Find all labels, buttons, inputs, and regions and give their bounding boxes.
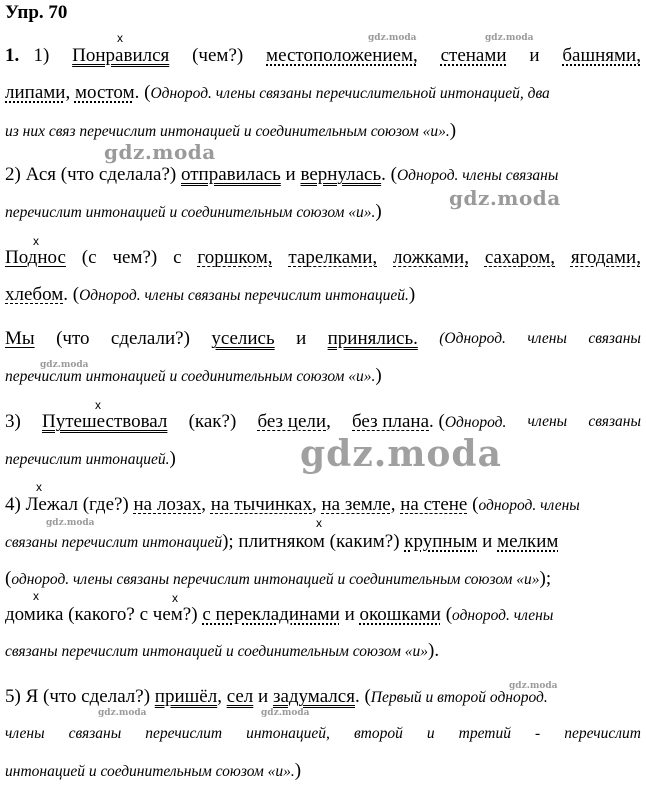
text-segment: отправилась: [180, 164, 281, 185]
watermark: gdz.moda: [40, 360, 89, 370]
text-segment: перечислит интонацией и соединительным союзом «и».: [5, 204, 376, 221]
text-segment: Однород.: [444, 414, 507, 431]
text-line: [5, 247, 641, 269]
subject-mark: x: [95, 398, 101, 412]
text-segment: (что: [56, 328, 90, 349]
watermark: gdz.moda: [368, 33, 417, 43]
text-line: [5, 494, 580, 517]
watermark: gdz.moda: [98, 708, 147, 718]
text-segment: из них связ перечислит интонацией и соединительным союзом «и».: [5, 123, 450, 140]
watermark: gdz.moda: [104, 140, 216, 164]
text-segment: перечислит интонацией.: [5, 451, 170, 468]
text-line: [5, 365, 382, 388]
watermark: gdz.moda: [261, 708, 310, 718]
text-segment: (: [5, 568, 12, 589]
text-segment: липами: [5, 82, 66, 103]
text-segment: 3): [5, 411, 21, 432]
text-segment: на земле: [321, 494, 391, 515]
text-segment: ,: [312, 494, 322, 515]
text-segment: ,: [201, 494, 211, 515]
text-segment: Понравился: [72, 45, 170, 66]
text-line: [5, 82, 550, 105]
text-segment: однород. члены: [478, 497, 580, 514]
subject-mark: x: [172, 591, 178, 605]
text-segment: однород. члены: [452, 607, 554, 624]
text-segment: Мы: [5, 328, 35, 349]
text-line: [5, 640, 439, 663]
text-segment: интонацией,: [246, 725, 330, 742]
text-segment: 5) Я (что сделал?): [5, 686, 155, 707]
text-segment: с перекладинами: [202, 604, 340, 625]
text-line: [5, 284, 415, 307]
text-segment: );: [539, 568, 552, 589]
text-segment: Путешествовал: [42, 411, 168, 432]
text-segment: стенами: [440, 45, 507, 66]
subject-mark: x: [33, 234, 39, 248]
text-segment: . (: [134, 82, 151, 103]
text-segment: с: [173, 247, 182, 268]
text-segment: башнями,: [562, 45, 641, 66]
text-segment: вернулась: [300, 164, 382, 185]
subject-mark: x: [316, 516, 322, 530]
text-segment: ): [449, 120, 457, 141]
text-segment: 1.: [5, 45, 20, 66]
text-segment: члены: [5, 725, 45, 742]
watermark: gdz.moda: [449, 186, 561, 210]
text-segment: Однород. члены связаны перечислит интонацией.: [79, 287, 409, 304]
text-line: [5, 448, 176, 471]
text-segment: без цели: [257, 411, 327, 432]
text-segment: члены: [527, 330, 567, 347]
text-segment: ,: [65, 82, 75, 103]
text-segment: на стене: [400, 494, 468, 515]
text-segment: домика (какого? с чем?): [5, 604, 203, 625]
text-segment: ): [375, 201, 382, 222]
text-segment: сделали?): [110, 328, 190, 349]
text-line: [5, 411, 641, 434]
text-segment: . (: [63, 284, 80, 305]
text-segment: второй: [353, 725, 403, 742]
text-segment: и: [426, 725, 435, 742]
subject-mark: x: [33, 589, 39, 603]
text-line: [5, 531, 558, 554]
watermark: gdz.moda: [509, 681, 558, 691]
text-segment: ).: [428, 640, 440, 661]
text-segment: ); плитняком (каким?): [222, 531, 405, 552]
text-segment: . (: [354, 686, 371, 707]
text-segment: ягодами,: [570, 247, 641, 268]
text-segment: и: [296, 328, 307, 349]
text-segment: (: [440, 604, 453, 625]
watermark: gdz.moda: [46, 518, 95, 528]
text-segment: перечислит интонацией и соединительным союзом «и».: [5, 368, 376, 385]
text-line: [5, 760, 301, 783]
text-segment: однород. члены связаны перечислит интонацией и соединительным союзом «и»: [11, 571, 540, 588]
text-segment: уселись: [211, 328, 275, 349]
text-segment: сахаром,: [484, 247, 556, 268]
text-segment: Однород. члены связаны перечислительной интонацией, два: [150, 85, 550, 102]
text-segment: и: [339, 604, 360, 625]
text-segment: крупным: [404, 531, 478, 552]
text-segment: ): [375, 365, 382, 386]
text-segment: хлебом: [5, 284, 64, 305]
text-segment: (чем?): [192, 45, 244, 66]
text-segment: 2) Ася (что сделала?): [5, 164, 181, 185]
text-segment: окошками: [359, 604, 441, 625]
subject-mark: x: [117, 31, 123, 45]
text-segment: Первый и второй однород.: [370, 689, 548, 706]
text-segment: Поднос: [5, 247, 66, 268]
text-segment: горшком,: [197, 247, 273, 268]
text-segment: мелким: [497, 531, 559, 552]
text-segment: ,: [217, 686, 227, 707]
exercise-title: Упр. 70: [5, 2, 68, 23]
text-line: [5, 328, 641, 350]
text-segment: . (: [381, 164, 397, 185]
text-segment: третий: [458, 725, 511, 742]
text-line: [5, 686, 548, 709]
text-segment: на тычинках: [210, 494, 312, 515]
text-segment: члены: [527, 413, 568, 430]
text-segment: задумался: [272, 686, 355, 707]
text-segment: мостом: [74, 82, 135, 103]
text-segment: ,: [326, 411, 331, 432]
text-segment: перечислит: [564, 725, 641, 742]
watermark: gdz.moda: [485, 33, 534, 43]
text-segment: ,: [390, 494, 401, 515]
text-segment: и: [253, 686, 273, 707]
text-line: [5, 723, 641, 745]
text-segment: (: [467, 494, 479, 515]
text-line: [5, 120, 456, 143]
text-line: [5, 568, 551, 591]
text-segment: Однород. члены связаны: [396, 167, 559, 184]
text-segment: чем?): [112, 247, 158, 268]
text-line: [5, 45, 641, 67]
text-segment: пришёл: [154, 686, 218, 707]
text-segment: ложками,: [393, 247, 469, 268]
text-segment: интонацией и соединительным союзом «и».: [5, 763, 295, 780]
subject-mark: x: [36, 480, 42, 494]
text-line: [5, 201, 382, 224]
text-segment: связаны: [588, 330, 641, 347]
text-segment: связаны: [588, 413, 641, 430]
text-segment: и: [477, 531, 498, 552]
text-segment: 1): [33, 45, 50, 66]
text-segment: и: [529, 45, 540, 66]
text-segment: на лозах: [133, 494, 202, 515]
text-segment: местоположением,: [266, 45, 418, 66]
text-segment: ): [408, 284, 416, 305]
text-segment: сел: [226, 686, 254, 707]
text-segment: тарелками,: [288, 247, 378, 268]
text-segment: ): [294, 760, 302, 781]
text-segment: . (: [429, 411, 445, 432]
text-segment: перечислит: [145, 725, 223, 742]
text-line: [5, 164, 558, 187]
text-line: [5, 604, 553, 627]
text-segment: ): [169, 448, 176, 469]
text-segment: принялись.: [327, 328, 418, 349]
text-segment: 4) Лежал (где?): [5, 494, 134, 515]
text-segment: (с: [81, 247, 97, 268]
text-segment: связаны перечислит интонацией и соединительным союзом «и»: [5, 643, 428, 660]
text-segment: (Однород.: [439, 330, 506, 347]
text-segment: -: [535, 725, 541, 742]
watermark: gdz.moda: [300, 433, 502, 475]
text-segment: и: [280, 164, 301, 185]
text-segment: без плана: [352, 411, 430, 432]
text-segment: (как?): [188, 411, 237, 432]
text-segment: связаны: [68, 725, 122, 742]
text-segment: связаны перечислит интонацией: [5, 534, 223, 551]
